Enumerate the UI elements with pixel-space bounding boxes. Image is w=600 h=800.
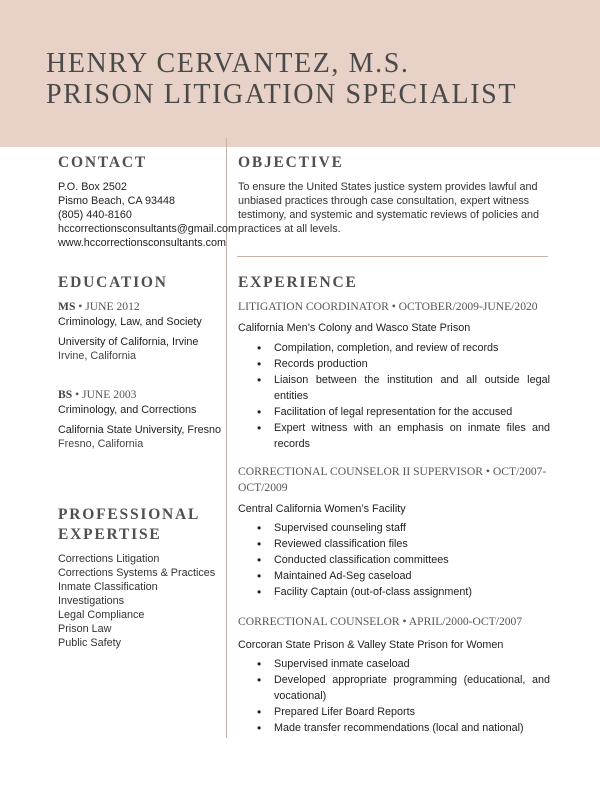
job-duty-item: • Developed appropriate programming (educational, and vocational) xyxy=(238,672,550,704)
degree-location: Irvine, California xyxy=(58,350,137,362)
job-duty-item: • Maintained Ad-Seg caseload xyxy=(238,568,550,584)
job-duties-list xyxy=(238,656,550,736)
experience-heading: EXPERIENCE xyxy=(238,274,358,291)
degree-field: Criminology, Law, and Society xyxy=(58,316,202,328)
job-organization: California Men’s Colony and Wasco State Prison xyxy=(238,322,471,334)
job-duty-item: • Liaison between the institution and all outside legal entities xyxy=(238,372,550,404)
job-duty-item: • Prepared Lifer Board Reports xyxy=(238,704,550,720)
job-duty-item: • Supervised counseling staff xyxy=(238,520,550,536)
header-banner xyxy=(0,0,600,147)
job-duty-item: • Facility Captain (out-of-class assignment) xyxy=(238,584,550,600)
expertise-item: Corrections Litigation xyxy=(58,553,160,565)
degree-name: MS xyxy=(58,300,76,313)
degree-name: BS xyxy=(58,388,73,401)
job-organization: Central California Women’s Facility xyxy=(238,503,406,515)
job-duty-item: • Compilation, completion, and review of records xyxy=(238,340,550,356)
job-duty-item: • Conducted classification committees xyxy=(238,552,550,568)
job-title: LITIGATION COORDINATOR • OCTOBER/2009-JUNE/2020 xyxy=(238,300,538,313)
degree-field: Criminology, and Corrections xyxy=(58,404,197,416)
expertise-item: Prison Law xyxy=(58,623,112,635)
contact-address-line1: P.O. Box 2502 xyxy=(58,181,127,193)
contact-email[interactable]: hccorrectionsconsultants@gmail.com xyxy=(58,223,237,235)
contact-phone: (805) 440-8160 xyxy=(58,209,132,221)
job-duty-item: • Facilitation of legal representation for the accused xyxy=(238,404,550,420)
job-duty-item: • Reviewed classification files xyxy=(238,536,550,552)
job-duties-list xyxy=(238,340,550,452)
candidate-role: PRISON LITIGATION SPECIALIST xyxy=(46,79,518,110)
job-duty-item: • Expert witness with an emphasis on inmate files and records xyxy=(238,420,550,452)
expertise-item: Corrections Systems & Practices xyxy=(58,567,216,579)
job-duties-list xyxy=(238,520,550,600)
education-heading: EDUCATION xyxy=(58,274,168,291)
degree-school: University of California, Irvine xyxy=(58,336,199,348)
expertise-item: Inmate Classification xyxy=(58,581,158,593)
expertise-heading-line1: PROFESSIONAL xyxy=(58,506,201,523)
contact-address-line2: Pismo Beach, CA 93448 xyxy=(58,195,176,207)
contact-heading: CONTACT xyxy=(58,154,147,171)
job-duty-item: • Records production xyxy=(238,356,550,372)
job-title: CORRECTIONAL COUNSELOR • APRIL/2000-OCT/2007 xyxy=(238,615,523,628)
contact-website[interactable]: www.hccorrectionsconsultants.com xyxy=(58,237,227,249)
expertise-item: Legal Compliance xyxy=(58,609,145,621)
expertise-item: Public Safety xyxy=(58,637,122,649)
expertise-heading-line2: EXPERTISE xyxy=(58,526,162,543)
degree-school: California State University, Fresno xyxy=(58,424,222,436)
expertise-item: Investigations xyxy=(58,595,125,607)
job-organization: Corcoran State Prison & Valley State Prison for Women xyxy=(238,639,504,651)
degree-line xyxy=(58,299,140,314)
job-title: CORRECTIONAL COUNSELOR II SUPERVISOR • OCT/2007-OCT/2009 xyxy=(238,465,547,494)
degree-line xyxy=(58,387,136,402)
expertise-list xyxy=(58,552,215,650)
objective-text: To ensure the United States justice system provides lawful and unbiased practices through case consultation, expert witness testimony, and systemic and systematic reviews of policies and practices at all levels. xyxy=(238,181,540,235)
job-duty-item: • Made transfer recommendations (local and national) xyxy=(238,720,550,736)
degree-location: Fresno, California xyxy=(58,438,144,450)
degree-date: • JUNE 2003 xyxy=(75,388,137,401)
candidate-name: HENRY CERVANTEZ, M.S. xyxy=(46,48,410,79)
degree-date: • JUNE 2012 xyxy=(78,300,140,313)
objective-heading: OBJECTIVE xyxy=(238,154,344,171)
objective-divider xyxy=(237,256,548,257)
job-duty-item: • Supervised inmate caseload xyxy=(238,656,550,672)
